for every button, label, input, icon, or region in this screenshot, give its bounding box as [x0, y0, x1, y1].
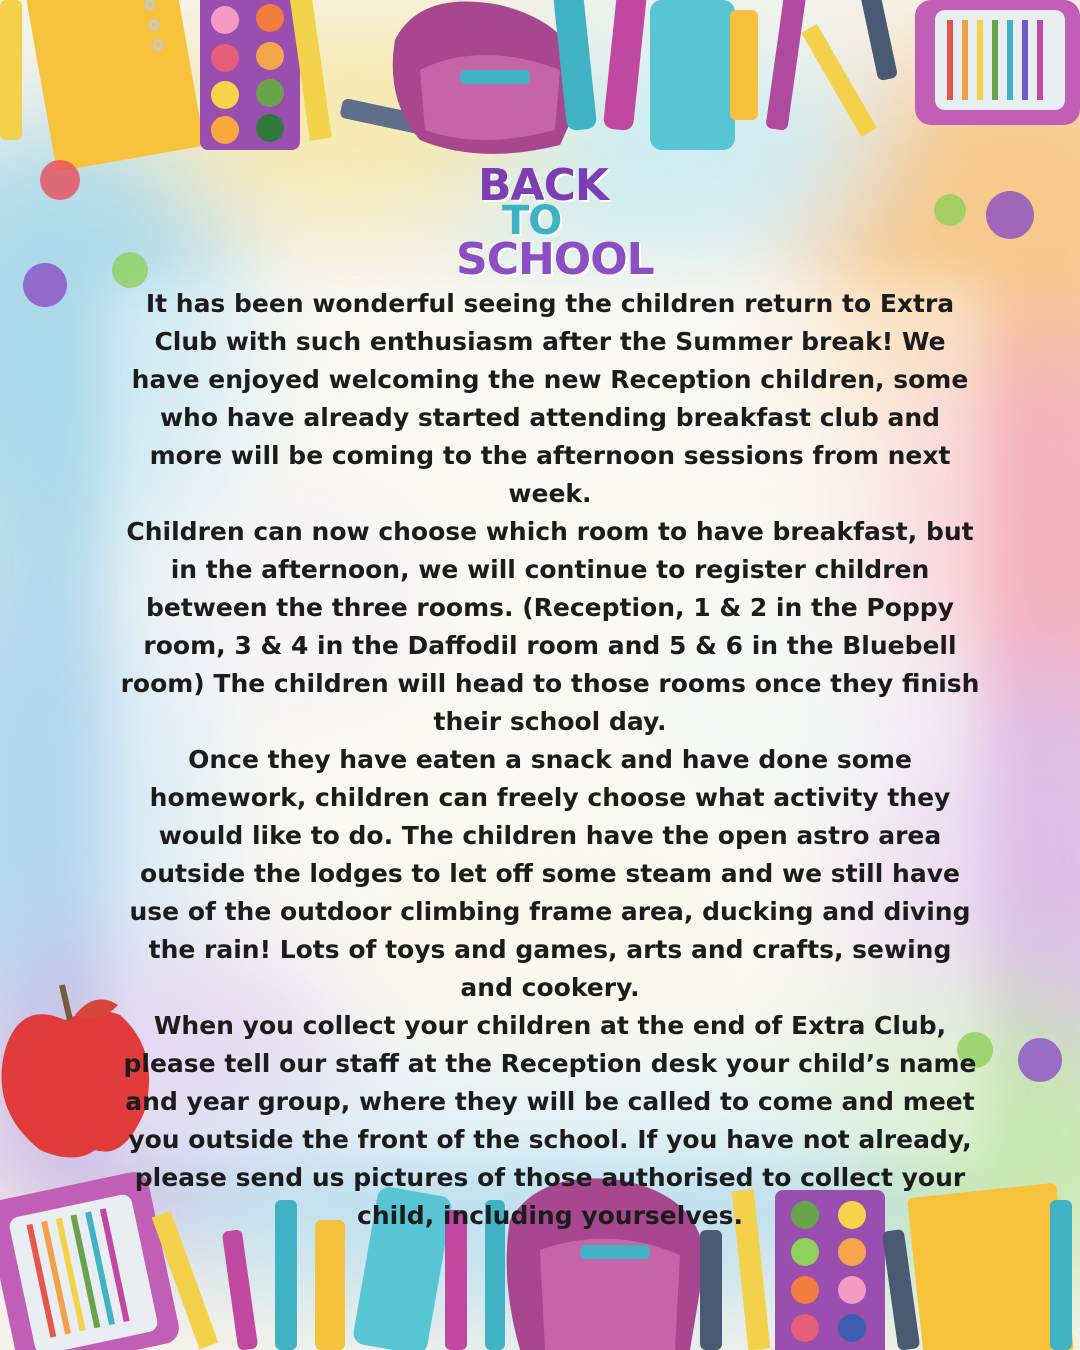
message-paragraph: When you collect your children at the end of Extra Club, please tell our staff at the Reception desk your child’s name and year group, where they will be called to come and meet you outside the front of the school. If you have not already, please send us pictures of those authorised to collect your child, including yourselves.	[123, 1011, 977, 1230]
message-text	[120, 285, 980, 1235]
logo-word-back: BACK	[478, 160, 608, 211]
message-paragraph: Children can now choose which room to have breakfast, but in the afternoon, we will continue to register children between the three rooms. (Reception, 1 & 2 in the Poppy room, 3 & 4 in the Daffodil room and 5 & 6 in the Bluebell room) The children will head to those rooms once they finish their school day.	[120, 517, 980, 736]
message-paragraph: Once they have eaten a snack and have done some homework, children can freely choose what activity they would like to do. The children have the open astro area outside the lodges to let off some steam and we still have use of the outdoor climbing frame area, ducking and diving the rain! Lots of toys and games, arts and crafts, sewing and cookery.	[129, 745, 971, 1002]
message-paragraph: It has been wonderful seeing the children return to Extra Club with such enthusiasm after the Summer break! We have enjoyed welcoming the new Reception children, some who have already started attending breakfast club and more will be coming to the afternoon sessions from next week.	[131, 289, 969, 508]
logo-word-school: SCHOOL	[456, 234, 654, 285]
back-to-school-logo	[440, 160, 654, 290]
watercolor-palette-icon	[200, 0, 300, 150]
logo-word-to: TO	[502, 198, 562, 244]
pencil-case-icon	[915, 0, 1080, 125]
backpack-icon	[393, 2, 585, 154]
notebook-icon	[26, 0, 205, 172]
